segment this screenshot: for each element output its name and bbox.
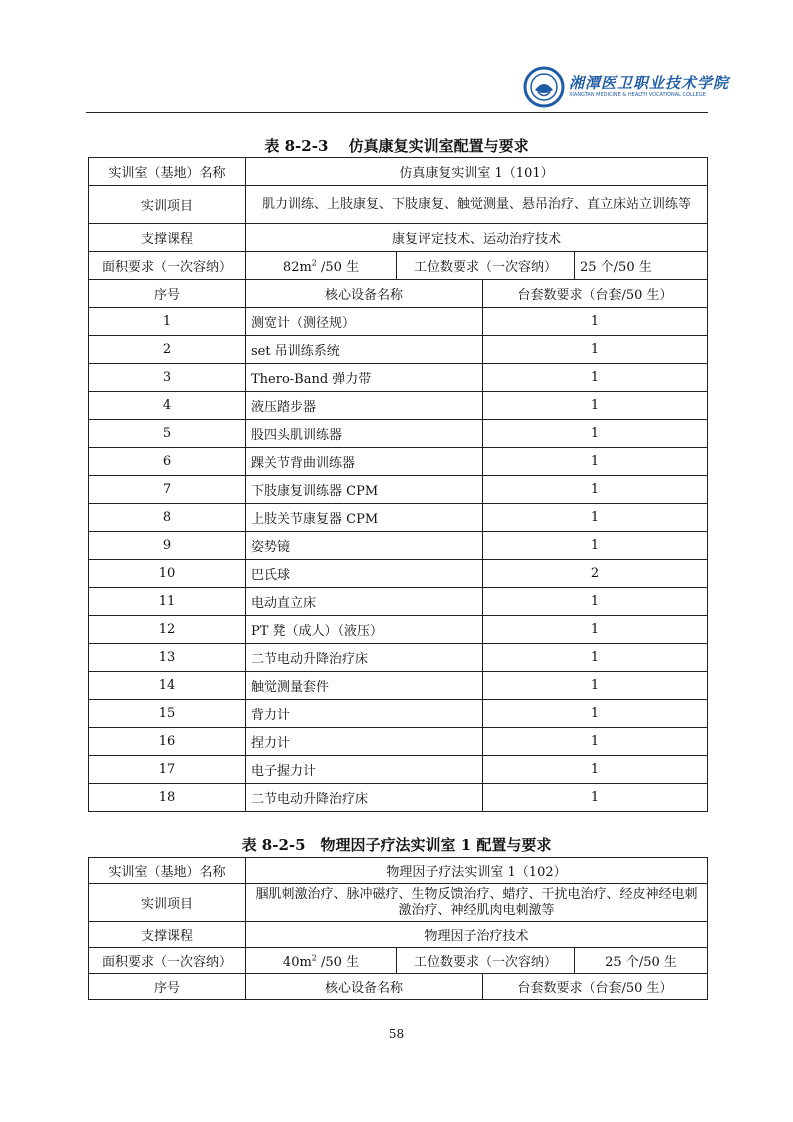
table-row	[89, 672, 708, 700]
project-value-cell: 腘肌刺激治疗、脉冲磁疗、生物反馈治疗、蜡疗、干扰电治疗、经皮神经电刺激治疗、神经肌肉电刺激等	[246, 884, 708, 922]
college-name-cn: 湘潭医卫职业技术学院	[569, 74, 730, 92]
row-no-cell: 14	[89, 672, 246, 700]
course-label-cell: 支撑课程	[89, 922, 246, 948]
table-row	[89, 644, 708, 672]
table-row	[89, 560, 708, 588]
row-equipment-name-cell: 上肢关节康复器 CPM	[246, 504, 483, 532]
row-equipment-name-cell: 踝关节背曲训练器	[246, 448, 483, 476]
row-equipment-name-cell: 股四头肌训练器	[246, 420, 483, 448]
table-row	[89, 700, 708, 728]
row-equipment-name-cell: 触觉测量套件	[246, 672, 483, 700]
row-no-cell: 5	[89, 420, 246, 448]
row-equipment-name-cell: 背力计	[246, 700, 483, 728]
row-qty-cell: 1	[483, 420, 708, 448]
table-row	[89, 588, 708, 616]
row-no-cell: 3	[89, 364, 246, 392]
row-qty-cell: 1	[483, 392, 708, 420]
project-label-cell: 实训项目	[89, 884, 246, 922]
col-header-name: 核心设备名称	[246, 280, 483, 308]
room-value-cell: 物理因子疗法实训室 1（102）	[246, 858, 708, 884]
row-no-cell: 12	[89, 616, 246, 644]
project-label-cell: 实训项目	[89, 186, 246, 224]
row-qty-cell: 1	[483, 532, 708, 560]
row-no-cell: 1	[89, 308, 246, 336]
page-number: 58	[388, 1027, 405, 1041]
row-no-cell: 10	[89, 560, 246, 588]
area-value-cell: $82m^2$ /50 生	[246, 252, 397, 280]
row-qty-cell: 1	[483, 448, 708, 476]
col-header-no: 序号	[89, 280, 246, 308]
row-equipment-name-cell: 下肢康复训练器 CPM	[246, 476, 483, 504]
col-header-qty: 台套数要求（台套/50 生）	[483, 280, 708, 308]
area-value-cell: $40m^2$ /50 生	[246, 948, 397, 974]
row-no-cell: 9	[89, 532, 246, 560]
row-qty-cell: 1	[483, 784, 708, 812]
row-equipment-name-cell: PT 凳（成人）（液压）	[246, 616, 483, 644]
room-label-cell: 实训室（基地）名称	[89, 158, 246, 186]
row-qty-cell: 1	[483, 364, 708, 392]
row-qty-cell: 1	[483, 672, 708, 700]
table2	[88, 857, 708, 1000]
table-row	[89, 364, 708, 392]
college-emblem-icon	[523, 66, 565, 108]
table-row	[89, 756, 708, 784]
header-rule	[86, 112, 708, 113]
col-header-name: 核心设备名称	[246, 974, 483, 1000]
table-row	[89, 728, 708, 756]
area-label-cell: 面积要求（一次容纳）	[89, 252, 246, 280]
row-qty-cell: 1	[483, 336, 708, 364]
row-no-cell: 16	[89, 728, 246, 756]
course-value-cell: 物理因子治疗技术	[246, 922, 708, 948]
row-qty-cell: 1	[483, 308, 708, 336]
row-equipment-name-cell: 二节电动升降治疗床	[246, 784, 483, 812]
row-qty-cell: 1	[483, 728, 708, 756]
course-value-cell: 康复评定技术、运动治疗技术	[246, 224, 708, 252]
table-row	[89, 504, 708, 532]
area-label-cell: 面积要求（一次容纳）	[89, 948, 246, 974]
row-qty-cell: 1	[483, 756, 708, 784]
table-row	[89, 420, 708, 448]
table-row	[89, 448, 708, 476]
room-label-cell: 实训室（基地）名称	[89, 858, 246, 884]
room-value-cell: 仿真康复实训室 1（101）	[246, 158, 708, 186]
table-row	[89, 476, 708, 504]
row-equipment-name-cell: 姿势镜	[246, 532, 483, 560]
table2-caption: 表 8-2-5 物理因子疗法实训室 1 配置与要求	[241, 836, 552, 854]
row-equipment-name-cell: Thero-Band 弹力带	[246, 364, 483, 392]
row-no-cell: 6	[89, 448, 246, 476]
row-equipment-name-cell: 测宽计（测径规）	[246, 308, 483, 336]
row-no-cell: 4	[89, 392, 246, 420]
row-no-cell: 18	[89, 784, 246, 812]
station-label-cell: 工位数要求（一次容纳）	[397, 252, 575, 280]
row-equipment-name-cell: 二节电动升降治疗床	[246, 644, 483, 672]
table-row	[89, 784, 708, 812]
college-name-en: XIANGTAN MEDICINE & HEALTH VOCATIONAL COLLEGE	[569, 92, 706, 98]
row-qty-cell: 1	[483, 700, 708, 728]
row-no-cell: 13	[89, 644, 246, 672]
row-no-cell: 15	[89, 700, 246, 728]
row-equipment-name-cell: set 吊训练系统	[246, 336, 483, 364]
col-header-no: 序号	[89, 974, 246, 1000]
row-no-cell: 8	[89, 504, 246, 532]
station-value-cell: 25 个/50 生	[575, 948, 708, 974]
table1-caption: 表 8-2-3 仿真康复实训室配置与要求	[264, 137, 529, 155]
station-label-cell: 工位数要求（一次容纳）	[397, 948, 575, 974]
table-row	[89, 532, 708, 560]
table1	[88, 157, 708, 812]
row-qty-cell: 1	[483, 476, 708, 504]
row-qty-cell: 1	[483, 616, 708, 644]
table1-body	[89, 308, 708, 812]
row-no-cell: 7	[89, 476, 246, 504]
row-equipment-name-cell: 巴氏球	[246, 560, 483, 588]
project-value-cell: 肌力训练、上肢康复、下肢康复、触觉测量、悬吊治疗、直立床站立训练等	[246, 186, 708, 224]
table-row	[89, 308, 708, 336]
row-qty-cell: 1	[483, 588, 708, 616]
course-label-cell: 支撑课程	[89, 224, 246, 252]
row-qty-cell: 1	[483, 504, 708, 532]
station-value-cell: 25 个/50 生	[575, 252, 708, 280]
row-equipment-name-cell: 电动直立床	[246, 588, 483, 616]
row-equipment-name-cell: 捏力计	[246, 728, 483, 756]
row-equipment-name-cell: 液压踏步器	[246, 392, 483, 420]
college-logo	[523, 66, 730, 110]
table-row	[89, 336, 708, 364]
row-no-cell: 11	[89, 588, 246, 616]
col-header-qty: 台套数要求（台套/50 生）	[483, 974, 708, 1000]
row-qty-cell: 2	[483, 560, 708, 588]
row-qty-cell: 1	[483, 644, 708, 672]
row-no-cell: 2	[89, 336, 246, 364]
row-no-cell: 17	[89, 756, 246, 784]
table-row	[89, 392, 708, 420]
table-row	[89, 616, 708, 644]
row-equipment-name-cell: 电子握力计	[246, 756, 483, 784]
